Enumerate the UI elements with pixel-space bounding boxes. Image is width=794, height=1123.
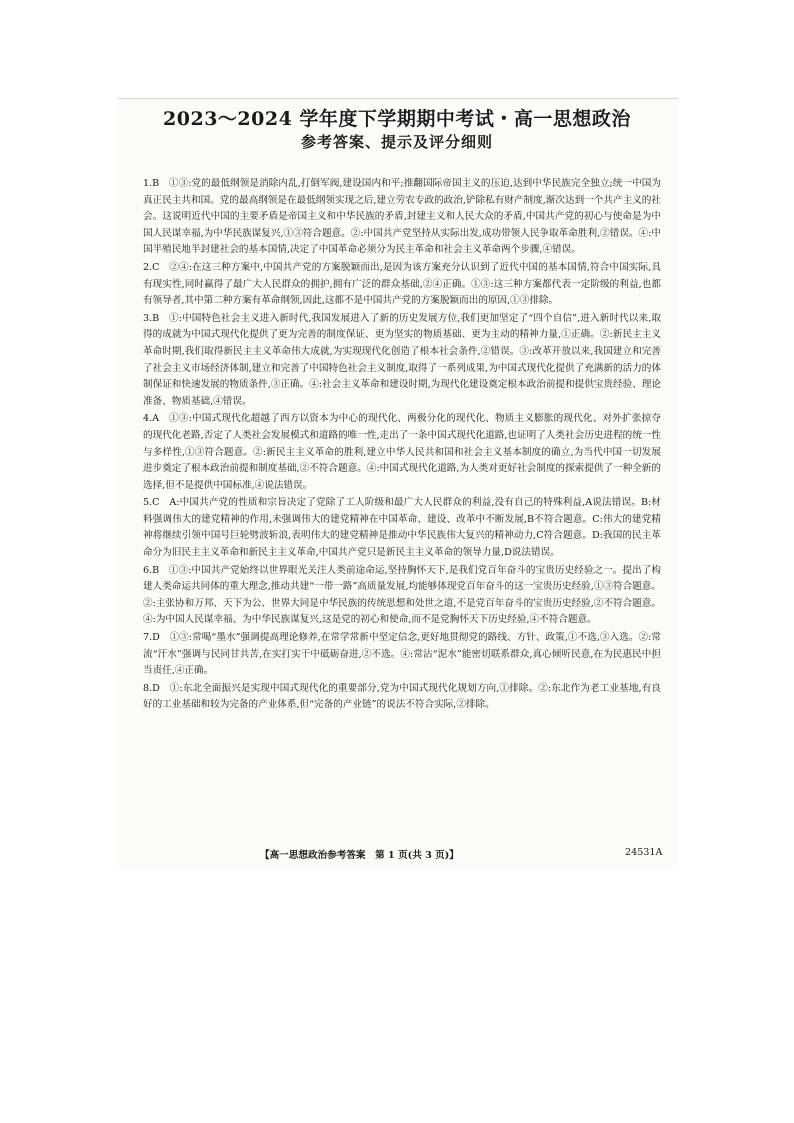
page-footer: 【高一思想政治参考答案 第 1 页(共 3 页)】: [260, 850, 459, 861]
document-code: 24531A: [625, 847, 663, 858]
page-subtitle: 参考答案、提示及评分细则: [300, 133, 493, 151]
answer-item-8: 8.D ①:东北全面振兴是实现中国式现代化的重要部分,党为中国式现代化规划方向,①排除。②:东北作为老工业基地,有良好的工业基础和较为完备的产业体系,但“完备的产业链”的说法不符合实际,②排除。: [143, 682, 661, 711]
answer-item-3: 3.B ①:中国特色社会主义进入新时代,我国发展进入了新的历史发展方位,我们更加坚定了“四个自信”,进入新时代以来,取得的成就为中国式现代化提供了更为完善的制度保证、更为坚实的物质基础、更为主动的精神力量,①正确。②:新民主主义革命时期,我们取得新民主主义革命伟大成就,为实现现代化创造了根本社会条件,②错误。③:改革开放以来,我国建立和完善了社会主义市场经济体制,建立和完善了中国特色社会主义制度,取得了一系列成果,为中国式现代化提供了充满新的活力的体制保证和快速发展的物质条件,③正确。④:社会主义革命和建设时期,为现代化建设奠定根本政治前提和提供宝贵经验、理论准备、物质基础,④错误。: [143, 312, 661, 407]
answer-item-5: 5.C A:中国共产党的性质和宗旨决定了党除了工人阶级和最广大人民群众的利益,没有自己的特殊利益,A说法错误。B:材料强调伟大的建党精神的作用,未强调伟大的建党精神在中国革命、建设、改革中不断发展,B不符合题意。C:伟大的建党精神将继续引领中国号巨轮劈波斩浪,表明伟大的建党精神是推动中华民族伟大复兴的精神动力,C符合题意。D:我国的民主革命分为旧民主主义革命和新民主主义革命,中国共产党只是新民主主义革命的领导力量,D说法错误。: [143, 497, 661, 559]
answer-list: [143, 176, 661, 715]
answer-item-4: 4.A ①③:中国式现代化超越了西方以资本为中心的现代化、两极分化的现代化、物质主义膨胀的现代化、对外扩张掠夺的现代化老路,否定了人类社会发展模式和道路的唯一性,走出了一条中国式现代化道路,也证明了人类社会历史进程的统一性与多样性,①③符合题意。②:新民主主义革命的胜利,建立中华人民共和国和社会主义基本制度的确立,为当代中国一切发展进步奠定了根本政治前提和制度基础,②不符合题意。④:中国式现代化道路,为人类对更好社会制度的探索提供了一种全新的选择,但不是提供中国标准,④说法错误。: [143, 413, 661, 491]
answer-item-2: 2.C ②④:在这三种方案中,中国共产党的方案脱颖而出,是因为该方案充分认识到了近代中国的基本国情,符合中国实际,具有现实性,同时赢得了最广大人民群众的拥护,拥有广泛的群众基础,②④正确。①③:这三种方案都代表一定阶级的利益,也都有领导者,其中第二种方案有革命纲领,因此,这都不是中国共产党的方案脱颖而出的原因,①③排除。: [143, 261, 661, 307]
answer-item-6: 6.B ①③:中国共产党始终以世界眼光关注人类前途命运,坚持胸怀天下,是我们党百年奋斗的宝贵历史经验之一。提出了构建人类命运共同体的重大理念,推动共建“一带一路”高质量发展,均能够体现党百年奋斗的这一宝贵历史经验,①③符合题意。②:主张协和万邦、天下为公、世界大同是中华民族的传统思想和处世之道,不是党百年奋斗的宝贵历史经验,②不符合题意。④:为中国人民谋幸福、为中华民族谋复兴,这是党的初心和使命,而不是党胸怀天下历史经验,④不符合题意。: [143, 564, 661, 626]
page-title: 2023～2024 学年度下学期期中考试・高一思想政治: [163, 108, 631, 130]
answer-item-7: 7.D ①③:常喝“墨水”强调提高理论修养,在常学常新中坚定信念,更好地贯彻党的路线、方针、政策,①不选,③入选。②:常流“汗水”强调与民同甘共苦,在实打实干中砥砺奋进,②不选。④:常沾“泥水”能密切联系群众,真心倾听民意,在为民惠民中担当责任,④正确。: [143, 632, 661, 677]
answer-item-1: 1.B ①③:党的最低纲领是消除内乱,打倒军阀,建设国内和平;推翻国际帝国主义的压迫,达到中华民族完全独立;统一中国为真正民主共和国。党的最高纲领是在最低纲领实现之后,建立劳农专政的政治,铲除私有财产制度,渐次达到一个共产主义的社会。这说明近代中国的主要矛盾是帝国主义和中华民族的矛盾,封建主义和人民大众的矛盾,中国共产党的初心与使命是为中国人民谋幸福,为中华民族谋复兴,①③符合题意。②:中国共产党坚持从实际出发,成功带领人民争取革命胜利,②错误。④:中国半殖民地半封建社会的基本国情,决定了中国革命必须分为民主革命和社会主义革命两个步骤,④错误。: [143, 178, 661, 256]
